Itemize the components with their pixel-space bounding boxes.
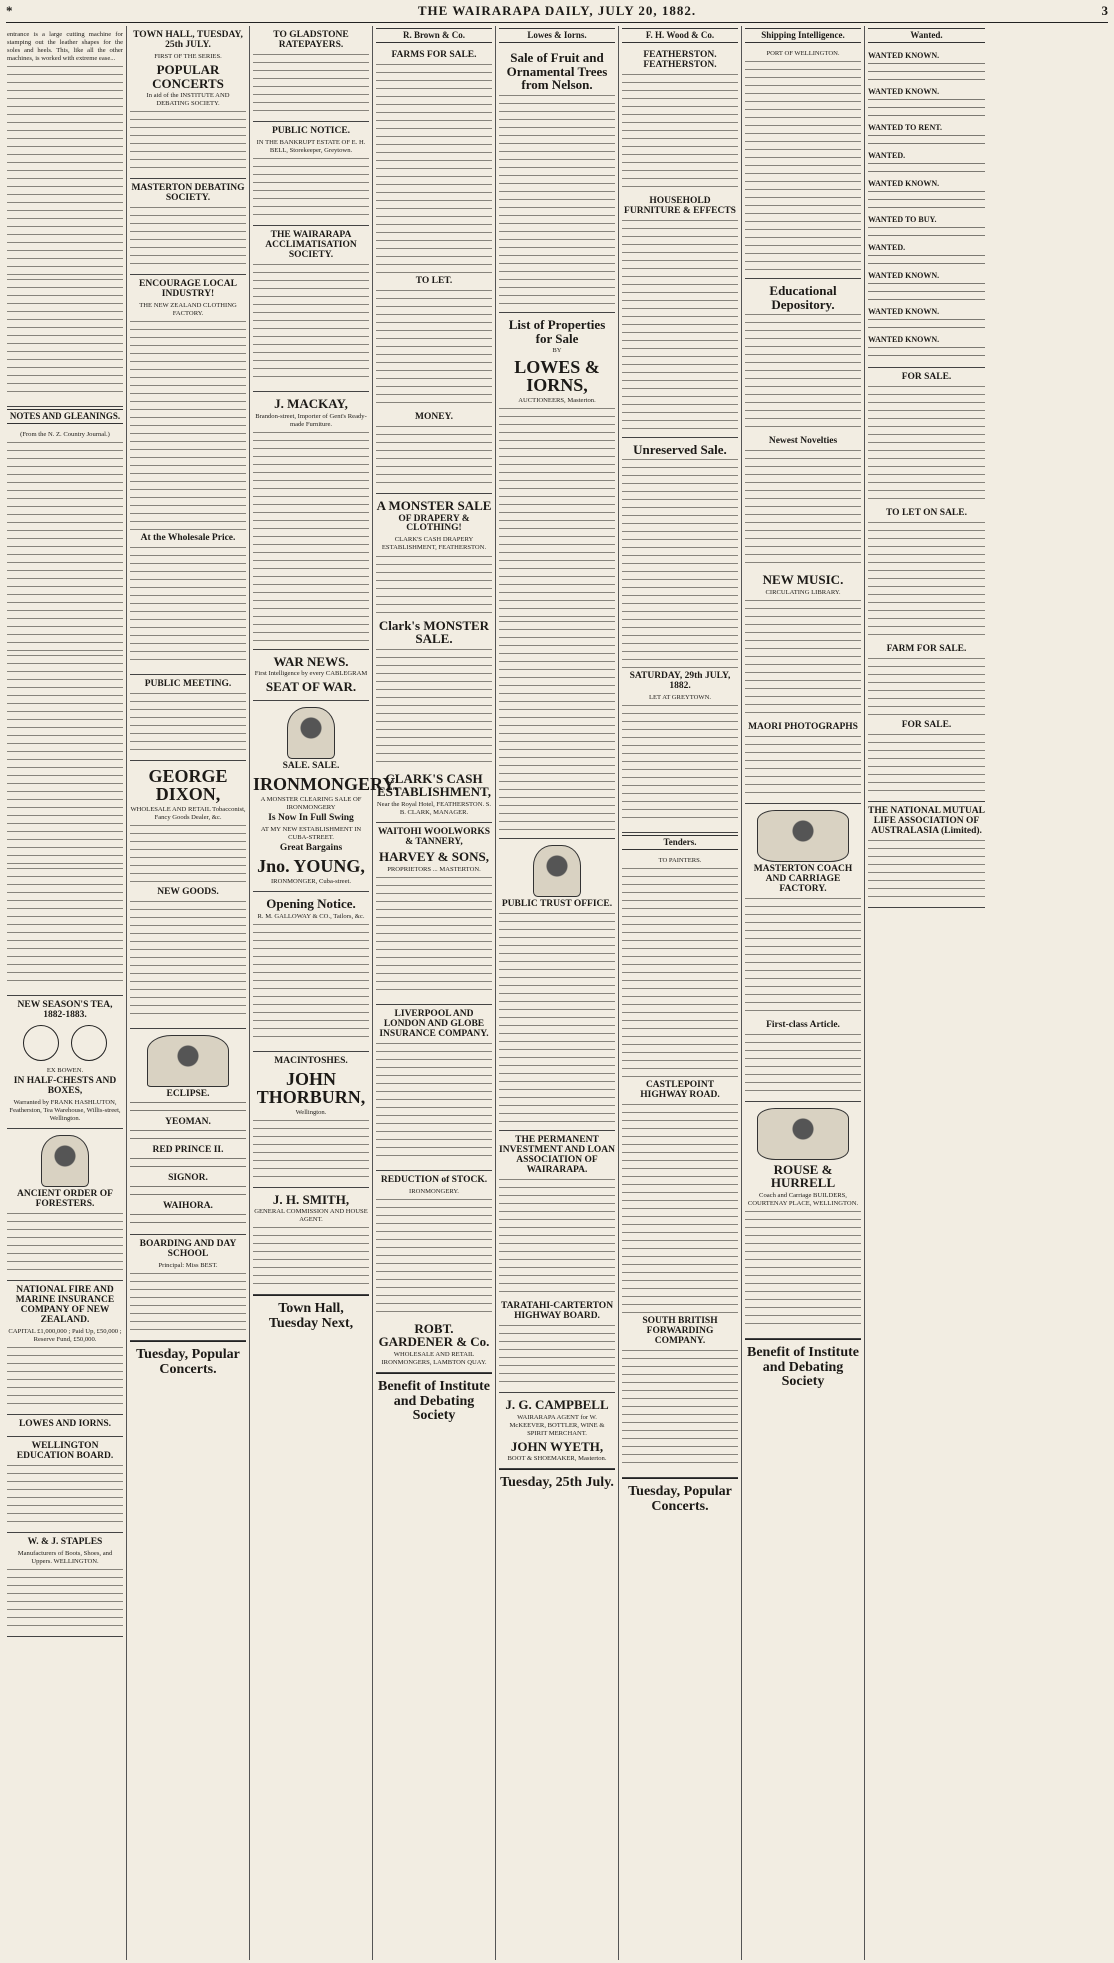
ad-body-lines xyxy=(868,263,985,269)
ad-heading: Sale of Fruit and Ornamental Trees from Nelson. xyxy=(506,49,608,93)
ad-body-lines xyxy=(868,291,985,297)
ad-heading: Clark's MONSTER SALE. xyxy=(378,617,490,647)
wanted-item: WANTED KNOWN. xyxy=(868,50,940,60)
ad-body-lines xyxy=(868,63,985,69)
ad-body-lines xyxy=(7,1347,123,1407)
ad-boarding-school xyxy=(130,1235,246,1341)
ad-subheading: IRONMONGER, Cuba-street. xyxy=(270,877,352,885)
ad-body-lines xyxy=(868,658,985,718)
ad-heading: TO LET ON SALE. xyxy=(886,508,967,519)
ad-body-lines xyxy=(130,1214,246,1220)
page-number: 3 xyxy=(1101,3,1108,18)
ad-body-lines xyxy=(253,54,369,114)
ad-town-hall xyxy=(130,26,246,179)
ad-body-lines xyxy=(376,1043,492,1163)
ad-body-lines xyxy=(868,163,985,169)
ad-campbell xyxy=(499,1393,615,1469)
ad-mackay xyxy=(253,392,369,650)
ad-heading: MACINTOSHES. xyxy=(274,1055,348,1066)
ad-heading: First-class Article. xyxy=(766,1019,840,1030)
ad-heading: CASTLEPOINT HIGHWAY ROAD. xyxy=(640,1080,720,1101)
ad-unreserved-sale xyxy=(622,438,738,834)
ad-heading: WAIHORA. xyxy=(163,1201,213,1212)
ad-subheading: Wellington. xyxy=(295,1108,327,1116)
wanted-item: WANTED KNOWN. xyxy=(868,179,940,189)
ad-body-lines xyxy=(253,924,369,1044)
ad-subheading: GENERAL COMMISSION AND HOUSE AGENT. xyxy=(254,1208,368,1224)
column-footer: Benefit of Institute and Debating Society xyxy=(376,1373,492,1424)
ad-heading: NEW SEASON'S TEA, 1882-1883. xyxy=(17,1000,113,1021)
ad-body-lines xyxy=(7,1213,123,1273)
ad-body-lines xyxy=(130,1186,246,1192)
ad-body-lines xyxy=(376,426,492,486)
ad-heading: REDUCTION of STOCK. xyxy=(380,1174,488,1185)
ad-body-lines xyxy=(745,1211,861,1331)
ad-subheading: R. M. GALLOWAY & CO., Tailors, &c. xyxy=(257,912,365,920)
ad-heading: LOWES & IORNS, xyxy=(514,357,600,396)
ad-heading: TARATAHI-CARTERTON HIGHWAY BOARD. xyxy=(500,1301,614,1322)
ad-fruit-trees xyxy=(499,46,615,313)
wanted-item: WANTED KNOWN. xyxy=(868,87,940,96)
ad-heading: W. & J. STAPLES xyxy=(27,1536,103,1547)
ad-heading: THE WAIRARAPA ACCLIMATISATION SOCIETY. xyxy=(265,229,357,260)
ad-body-lines xyxy=(868,734,985,794)
wanted-item: WANTED TO BUY. xyxy=(868,215,937,225)
ad-heading: WAITOHI WOOLWORKS & TANNERY, xyxy=(377,827,490,848)
ad-body-lines xyxy=(130,1194,246,1200)
ad-heading: WELLINGTON EDUCATION BOARD. xyxy=(16,1441,114,1461)
column-3 xyxy=(250,26,399,1960)
bell-illustration-icon xyxy=(287,707,335,759)
ad-public-trust xyxy=(499,839,615,1131)
ad-body-lines xyxy=(745,600,861,720)
ad-port-wellington xyxy=(745,46,861,279)
ad-body-lines xyxy=(868,99,985,105)
ad-body-lines xyxy=(130,1222,246,1228)
ad-heading: FOR SALE. xyxy=(901,720,952,731)
ad-body-lines xyxy=(868,191,985,197)
ad-body-lines xyxy=(253,158,369,218)
ad-subheading: Principal: Miss BEST. xyxy=(158,1262,218,1269)
ad-body-lines xyxy=(868,79,985,85)
ad-subheading: EX BOWEN. xyxy=(46,1067,84,1075)
ad-body-lines xyxy=(130,1102,246,1108)
ad-body-lines xyxy=(868,171,985,177)
ad-heading: MASTERTON COACH AND CARRIAGE FACTORY. xyxy=(753,863,853,894)
ad-heading: JOHN WYETH, xyxy=(510,1438,604,1454)
ad-subheading: BOOT & SHOEMAKER, Masterton. xyxy=(507,1455,607,1463)
ad-body-lines xyxy=(868,71,985,77)
ad-subheading: CLARK'S CASH DRAPERY ESTABLISHMENT, FEATHERSTON. xyxy=(381,536,487,552)
ad-heading: LIVERPOOL AND LONDON AND GLOBE INSURANCE COMPANY. xyxy=(379,1008,489,1039)
ad-heading: SALE. SALE. xyxy=(282,760,340,771)
section-title: Lowes & Iorns. xyxy=(499,28,615,43)
ad-subheading: Warranted by FRANK HASHLUTON, Featherston, Tea Warehouse, Willis-street, Wellington. xyxy=(9,1099,121,1123)
masthead xyxy=(6,0,1108,23)
ad-body-lines xyxy=(499,408,615,618)
ad-heading: TOWN HALL, TUESDAY, 25th JULY. xyxy=(133,30,243,50)
section-title: Tenders. xyxy=(622,835,738,850)
ad-heading: POPULAR CONCERTS xyxy=(152,61,224,91)
ad-body-lines xyxy=(868,522,985,642)
ad-body-lines xyxy=(868,227,985,233)
ad-subheading: AT MY NEW ESTABLISHMENT IN CUBA-STREET. xyxy=(260,825,362,841)
ad-heading: LOWES AND IORNS. xyxy=(18,1419,112,1430)
ad-body-lines xyxy=(622,705,738,825)
article-body-lines xyxy=(7,279,123,399)
column-6 xyxy=(619,26,742,1960)
ad-heading: ANCIENT ORDER OF FORESTERS. xyxy=(17,1189,113,1210)
ad-subheading: PORT OF WELLINGTON. xyxy=(766,49,840,57)
ad-heading: Jno. YOUNG, xyxy=(257,855,365,876)
column-5 xyxy=(496,26,619,1960)
ad-body-lines xyxy=(253,1120,369,1180)
ad-body-lines xyxy=(868,283,985,289)
ad-heading: MAORI PHOTOGRAPHS xyxy=(748,721,858,732)
ad-heading: NATIONAL FIRE AND MARINE INSURANCE COMPANY OF NEW ZEALAND. xyxy=(15,1285,115,1325)
ad-body-lines xyxy=(130,825,246,885)
ad-body-lines xyxy=(745,314,861,434)
ad-national-mutual xyxy=(868,802,985,908)
ad-subheading: Brandon-street, Importer of Gent's Ready-made Furniture. xyxy=(255,412,367,428)
ad-body-lines xyxy=(499,1325,615,1385)
horse-illustration-icon xyxy=(147,1035,229,1087)
ad-body-lines xyxy=(130,1158,246,1164)
ad-heading: PUBLIC MEETING. xyxy=(144,679,232,690)
column-footer: Benefit of Institute and Debating Society xyxy=(745,1339,861,1390)
ad-heading: IRONMONGERY. xyxy=(253,773,399,794)
ad-subheading: IRONMONGERY. xyxy=(409,1187,459,1195)
ad-subheading: WAIRARAPA AGENT for W. McKEEVER, BOTTLER, WINE & SPIRIT MERCHANT. xyxy=(509,1413,605,1437)
ad-jh-smith xyxy=(253,1188,369,1296)
ad-body-lines xyxy=(130,901,246,1021)
ad-body-lines xyxy=(130,693,246,753)
ad-heading: BOARDING AND DAY SCHOOL xyxy=(139,1239,237,1260)
masthead-title: THE WAIRARAPA DAILY, JULY 20, 1882. xyxy=(417,3,697,18)
ad-heading: TO LET. xyxy=(415,275,453,286)
ad-body-lines xyxy=(868,327,985,333)
ad-public-notice xyxy=(253,122,369,226)
ad-body-lines xyxy=(868,115,985,121)
column-footer: Town Hall, Tuesday Next, xyxy=(253,1295,369,1331)
ad-heading: MONEY. xyxy=(415,411,453,422)
ad-heading: IN HALF-CHESTS AND BOXES, xyxy=(13,1076,117,1097)
article-text: entrance is a large cutting machine for stamping out the leather shapes for the soles and heels. This, like all the other machines, is worked with extreme ease... xyxy=(7,31,123,63)
stamp-icon xyxy=(71,1025,107,1061)
article-body-lines xyxy=(7,868,123,988)
carriage-illustration-icon xyxy=(757,810,849,862)
ad-body-lines xyxy=(130,1110,246,1116)
ad-body-lines xyxy=(745,898,861,1018)
ad-subheading: Near the Royal Hotel, FEATHERSTON. S. B. CLARK, MANAGER. xyxy=(376,801,492,817)
ad-body-lines xyxy=(499,913,615,1123)
ad-rouse-hurrell xyxy=(745,1102,861,1339)
ad-heading: HOUSEHOLD FURNITURE & EFFECTS xyxy=(624,195,736,216)
crest-illustration-icon xyxy=(533,845,581,897)
ad-heading: NEW MUSIC. xyxy=(762,572,844,588)
ad-body-lines xyxy=(7,1465,123,1525)
ad-farms-for-sale xyxy=(376,46,492,494)
wanted-item: WANTED TO RENT. xyxy=(868,123,943,133)
ad-body-lines xyxy=(868,355,985,361)
ad-heading: RED PRINCE II. xyxy=(152,1145,224,1156)
ad-subheading: AUCTIONEERS, Masterton. xyxy=(518,397,596,405)
ad-education-board xyxy=(7,1437,123,1533)
ad-body-lines xyxy=(499,1179,615,1299)
ad-heading: Educational Depository. xyxy=(769,283,837,312)
ad-woolworks xyxy=(376,823,492,1005)
column-footer: Tuesday, Popular Concerts. xyxy=(130,1341,246,1377)
ad-subheading: In aid of the INSTITUTE AND DEBATING SOCIETY. xyxy=(146,92,230,108)
column-1 xyxy=(4,26,127,1960)
ad-body-lines xyxy=(622,220,738,430)
ad-body-lines xyxy=(745,736,861,796)
ad-subheading: PROPRIETORS ... MASTERTON. xyxy=(387,865,481,873)
ad-lowes-iorns xyxy=(7,1415,123,1437)
ad-heading: Unreserved Sale. xyxy=(633,441,727,457)
ad-coach-factory xyxy=(745,804,861,1102)
ad-body-lines xyxy=(868,840,985,900)
section-title: Shipping Intelligence. xyxy=(745,28,861,43)
ad-heading: SATURDAY, 29th JULY, 1882. xyxy=(629,671,731,692)
ad-body-lines xyxy=(868,299,985,305)
section-title: F. H. Wood & Co. xyxy=(622,28,738,43)
article-boot-factory xyxy=(7,26,123,407)
section-title: R. Brown & Co. xyxy=(376,28,492,43)
ad-body-lines xyxy=(745,61,861,271)
ad-reduction-stock xyxy=(376,1171,492,1373)
ad-body-lines xyxy=(376,649,492,769)
ad-ironmongery-sale xyxy=(253,701,399,892)
column-7 xyxy=(742,26,865,1960)
ad-body-lines xyxy=(376,877,492,997)
ad-heading: SOUTH BRITISH FORWARDING COMPANY. xyxy=(642,1316,718,1347)
ad-body-lines xyxy=(622,459,738,669)
ad-heading: SEAT OF WAR. xyxy=(265,679,357,695)
ad-body-lines xyxy=(622,74,738,194)
ad-body-lines xyxy=(499,95,615,305)
ad-subheading: Manufacturers of Boots, Shoes, and Uppers. WELLINGTON. xyxy=(17,1549,113,1565)
wanted-item: WANTED KNOWN. xyxy=(868,335,940,345)
ad-heading: List of Properties for Sale xyxy=(508,316,606,346)
ad-monster-sale xyxy=(376,494,492,823)
ad-heading: SIGNOR. xyxy=(168,1173,208,1184)
ad-heading: MASTERTON DEBATING SOCIETY. xyxy=(131,183,245,204)
ad-heading: ENCOURAGE LOCAL INDUSTRY! xyxy=(139,279,237,300)
ad-heading: OF DRAPERY & CLOTHING! xyxy=(398,513,470,534)
ad-heading: Opening Notice. xyxy=(266,895,356,911)
ad-subheading: IN THE BANKRUPT ESTATE OF E. H. BELL, Storekeeper, Greytown. xyxy=(256,138,366,154)
ad-body-lines xyxy=(376,1199,492,1319)
ad-acclimatisation xyxy=(253,226,369,392)
ad-subheading: LET AT GREYTOWN. xyxy=(648,694,712,702)
ad-staples xyxy=(7,1533,123,1637)
ad-heading: CLARK'S CASH ESTABLISHMENT, xyxy=(376,770,492,800)
wanted-item: WANTED. xyxy=(868,151,906,161)
ad-heading: THE NATIONAL MUTUAL LIFE ASSOCIATION OF AUSTRALASIA (Limited). xyxy=(868,806,986,837)
ad-heading: WAR NEWS. xyxy=(273,653,349,669)
ad-body-lines xyxy=(622,868,738,1078)
ad-stallions xyxy=(130,1029,246,1235)
column-footer: Tuesday, Popular Concerts. xyxy=(622,1478,738,1514)
carriage-illustration-icon xyxy=(757,1108,849,1160)
ad-body-lines xyxy=(622,1104,738,1314)
ad-subheading: WHOLESALE AND RETAIL IRONMONGERS, LAMBTON QUAY. xyxy=(381,1350,487,1366)
ad-local-industry xyxy=(130,275,246,675)
ad-subheading: CIRCULATING LIBRARY. xyxy=(765,588,841,596)
ad-body-lines xyxy=(130,1166,246,1172)
ad-heading: J. MACKAY, xyxy=(274,395,348,411)
ad-heading: TO GLADSTONE RATEPAYERS. xyxy=(273,30,349,50)
ad-heading: J. H. SMITH, xyxy=(272,1191,350,1207)
ad-heading: Is Now In Full Swing xyxy=(268,812,354,823)
ad-heading: ROBT. GARDENER & Co. xyxy=(378,1320,490,1350)
ad-heading: NEW GOODS. xyxy=(157,887,219,898)
ad-heading: JOHN THORBURN, xyxy=(256,1068,366,1107)
ad-body-lines xyxy=(253,264,369,384)
ad-body-lines xyxy=(130,547,246,667)
ad-body-lines xyxy=(376,290,492,410)
article-source: (From the N. Z. Country Journal.) xyxy=(20,431,110,439)
ad-heading: J. G. CAMPBELL xyxy=(505,1397,609,1413)
column-2 xyxy=(127,26,250,1960)
wanted-item: WANTED KNOWN. xyxy=(868,271,940,281)
section-title: NOTES AND GLEANINGS. xyxy=(7,409,123,424)
article-body-lines xyxy=(7,655,123,865)
ad-body-lines xyxy=(130,321,246,531)
ad-subheading: THE NEW ZEALAND CLOTHING FACTORY. xyxy=(139,302,237,318)
section-title: Wanted. xyxy=(868,28,985,43)
ad-heading: GEORGE DIXON, xyxy=(148,766,228,805)
wanted-item: WANTED. xyxy=(868,243,906,253)
ad-properties-list xyxy=(499,313,615,839)
ad-heading: PUBLIC TRUST OFFICE. xyxy=(501,899,613,910)
ad-subheading: TO PAINTERS. xyxy=(658,857,702,865)
ad-gladstone xyxy=(253,26,369,122)
ad-body-lines xyxy=(7,1569,123,1629)
ad-heading: THE PERMANENT INVESTMENT AND LOAN ASSOCIATION OF WAIRARAPA. xyxy=(499,1135,615,1176)
ad-body-lines xyxy=(868,255,985,261)
ad-body-lines xyxy=(130,111,246,171)
ad-macintoshes xyxy=(253,1052,369,1188)
wanted-item: WANTED KNOWN. xyxy=(868,307,940,317)
ad-heading: PUBLIC NOTICE. xyxy=(271,125,351,136)
ad-featherston-sale xyxy=(622,46,738,438)
ad-heading: YEOMAN. xyxy=(165,1117,211,1128)
article-body-lines xyxy=(7,442,123,652)
ad-subheading: BY xyxy=(552,347,562,355)
ad-heading: FOR SALE. xyxy=(901,372,952,383)
ad-heading: FARM FOR SALE. xyxy=(886,644,967,655)
ad-body-lines xyxy=(868,199,985,205)
ad-national-insurance xyxy=(7,1281,123,1415)
ad-body-lines xyxy=(868,207,985,213)
ad-subheading: Coach and Carriage BUILDERS, COURTENAY PLACE, WELLINGTON. xyxy=(747,1192,859,1208)
ad-permanent-investment xyxy=(499,1131,615,1393)
ad-subheading: A MONSTER CLEARING SALE OF IRONMONGERY xyxy=(260,795,362,811)
ad-heading: ROUSE & HURRELL xyxy=(770,1161,836,1191)
ad-heading: FARMS FOR SALE. xyxy=(391,49,477,60)
ad-galloway xyxy=(253,892,369,1052)
ad-body-lines xyxy=(868,235,985,241)
ad-educational-depository xyxy=(745,279,861,804)
ad-body-lines xyxy=(130,1138,246,1144)
wanted-list xyxy=(868,46,985,368)
ad-body-lines xyxy=(130,1273,246,1333)
ad-body-lines xyxy=(868,319,985,325)
ad-liverpool-insurance xyxy=(376,1005,492,1171)
ad-debating-society xyxy=(130,179,246,275)
ad-body-lines xyxy=(745,1034,861,1094)
ad-body-lines xyxy=(868,135,985,141)
column-footer: Tuesday, 25th July. xyxy=(499,1469,615,1491)
ad-heading: FEATHERSTON. FEATHERSTON. xyxy=(643,49,717,70)
columns xyxy=(4,26,1110,1960)
ad-subheading: FIRST OF THE SERIES. xyxy=(154,52,222,60)
ad-body-lines xyxy=(253,432,369,642)
ad-body-lines xyxy=(499,621,615,831)
column-4 xyxy=(373,26,496,1960)
ad-tenders xyxy=(622,853,738,1478)
article-notes xyxy=(7,427,123,996)
ad-subheading: CAPITAL £1,000,000 ; Paid Up, £50,000 ; Reserve Fund, £50,000. xyxy=(8,1327,122,1343)
ad-body-lines xyxy=(745,450,861,570)
masthead-left-mark: * xyxy=(6,3,13,18)
ad-body-lines xyxy=(622,1350,738,1470)
ad-body-lines xyxy=(868,107,985,113)
ad-body-lines xyxy=(376,556,492,616)
ad-heading: Great Bargains xyxy=(279,842,343,853)
ad-body-lines xyxy=(868,386,985,506)
ad-subheading: First Intelligence by every CABLEGRAM xyxy=(254,670,368,678)
ad-heading: HARVEY & SONS, xyxy=(379,849,489,865)
ad-body-lines xyxy=(868,347,985,353)
ad-public-meeting xyxy=(130,675,246,761)
ad-for-sale xyxy=(868,368,985,802)
crest-illustration-icon xyxy=(41,1135,89,1187)
ad-heading: ECLIPSE. xyxy=(166,1089,210,1100)
ad-foresters xyxy=(7,1129,123,1281)
ad-heading: At the Wholesale Price. xyxy=(140,533,236,544)
ad-heading: Newest Novelties xyxy=(768,436,838,447)
ad-body-lines xyxy=(868,143,985,149)
ad-subheading: WHOLESALE AND RETAIL Tobacconist, Fancy Goods Dealer, &c. xyxy=(130,806,246,822)
ad-war-news xyxy=(253,650,369,701)
ad-body-lines xyxy=(253,1227,369,1287)
ad-heading: A MONSTER SALE xyxy=(376,497,492,513)
column-8 xyxy=(865,26,988,1960)
article-body-lines xyxy=(7,66,123,276)
ad-body-lines xyxy=(376,64,492,274)
stamp-icon xyxy=(23,1025,59,1061)
ad-body-lines xyxy=(130,207,246,267)
ad-body-lines xyxy=(130,1130,246,1136)
ad-george-dixon xyxy=(130,761,246,1029)
ad-new-season-tea xyxy=(7,996,123,1129)
